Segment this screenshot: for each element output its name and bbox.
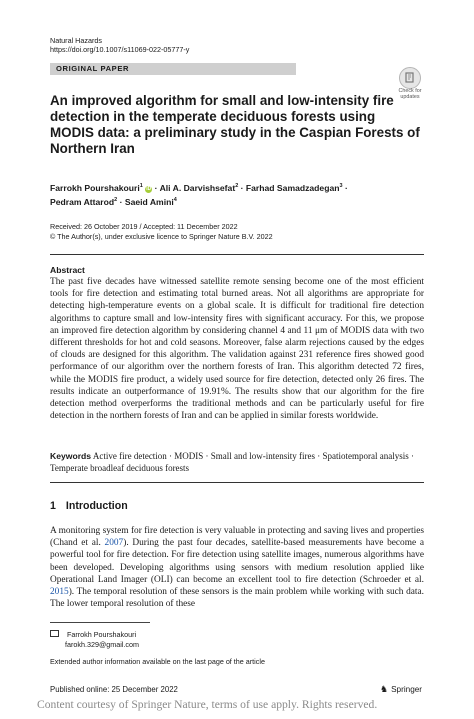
section-number: 1: [50, 500, 56, 512]
published-date: Published online: 25 December 2022: [50, 685, 178, 694]
author-affiliation: 3: [339, 183, 343, 189]
author-name[interactable]: Farhad Samadzadegan: [245, 182, 340, 193]
author-affiliation: 2: [114, 196, 118, 203]
section-title: Introduction: [65, 500, 128, 512]
keywords-text: Active fire detection · MODIS · Small and low-intensity fires · Spatiotemporal analysis · Temperate broadleaf deciduous forests: [50, 451, 415, 473]
publisher-logo: [380, 684, 422, 695]
author-name[interactable]: Farrokh Pourshakouri: [50, 182, 140, 193]
citation-author: Chand et al.: [53, 538, 105, 549]
abstract-top-rule: [50, 254, 424, 255]
corresponding-author: [50, 630, 136, 640]
corresponding-author-name: Farrokh Pourshakouri: [67, 630, 137, 639]
author-affiliation: 4: [173, 196, 177, 203]
copyright-line: © The Author(s), under exclusive licence to Springer Nature B.V. 2022: [50, 231, 273, 241]
abstract-heading: Abstract: [50, 265, 85, 275]
badge-line-2: updates: [400, 94, 420, 100]
doi-link[interactable]: https://doi.org/10.1007/s11069-022-05777-y: [50, 45, 190, 54]
received-accepted: Received: 26 October 2019 / Accepted: 11 December 2022: [50, 222, 238, 231]
courtesy-watermark: Content courtesy of Springer Nature, terms of use apply. Rights reserved.: [37, 698, 378, 711]
article-dates: [50, 222, 273, 241]
citation-author: Schroeder et al.: [362, 574, 424, 585]
author-affiliation: 1: [139, 183, 143, 189]
check-updates-icon: [399, 67, 421, 89]
orcid-icon[interactable]: iD: [146, 185, 152, 192]
introduction-text: [50, 525, 424, 610]
author-email[interactable]: farokh.329@gmail.com: [65, 640, 140, 649]
paragraph-segment: ). The temporal resolution of these sensors is the main problem while working with such data. The lower temporal resolution of these: [50, 587, 424, 610]
author-name[interactable]: Pedram Attarod: [50, 196, 115, 207]
abstract-bottom-rule: [50, 482, 424, 483]
article-type-label: ORIGINAL PAPER: [56, 64, 130, 73]
extended-author-info: Extended author information available on the last page of the article: [50, 657, 265, 666]
publisher-name: Springer: [391, 685, 423, 694]
journal-name: Natural Hazards: [50, 36, 102, 45]
author-name[interactable]: Ali A. Darvishsefat: [159, 182, 236, 193]
footnote-rule: [50, 622, 150, 623]
citation-link[interactable]: 2007: [104, 538, 124, 549]
author-name[interactable]: Saeid Amini: [124, 196, 174, 207]
abstract-text: The past five decades have witnessed satellite remote sensing become one of the most efficient tools for fire detection and estimating total burned areas. Not all algorithms are appropriate for detecting high-temperature events on a global scale. It is difficult for traditional fire detection algorithms to capture small and low-intensity fires with significant accuracy. For this, we propose an improved fire detection algorithm by considering channel 4 and 11 μm of MODIS data with two different thresholds for hot and cold seasons. Moreover, false alarm rejections caused by the edges of clouds are designed for this algorithm. The validation against 231 reference fires showed good performance of our algorithm over the northern forests of Iran. This algorithm detected 72 fires, while the MODIS fire product, a widely used source for fire detection, detected only 26 fires. The results indicate an outperformance of 19.91%. The results show that our algorithm for the fire detection method overperforms the traditional methods and can be particularly useful for fire detection in the northern forests of Iran and can be applied in similar forests worldwide.: [50, 277, 424, 422]
author-list: Farrokh Pourshakouri$^1$ iD · Ali A. Darvishsefat$^2$ · Farhad Samadzadegan$^3$ · Pedram Attarod$^2$ · Saeid Amini$^4$: [50, 182, 348, 207]
keywords-label: Keywords: [50, 451, 92, 461]
author-affiliation: 2: [235, 183, 239, 189]
keywords: [50, 450, 424, 474]
paper-title: An improved algorithm for small and low-intensity fire detection in the temperate deciduous forests using MODIS data: a preliminary study in the Caspian Forests of Northern Iran: [50, 93, 420, 156]
citation-link[interactable]: 2015: [50, 587, 69, 598]
paragraph-segment: A monitoring system for fire detection is very valuable in protecting and saving lives and properties (: [50, 526, 424, 549]
envelope-icon: [50, 630, 59, 637]
badge-line-1: Check for: [398, 88, 422, 94]
springer-horse-icon: ♞: [380, 684, 389, 694]
paragraph-segment: ). During the past four decades, satellite-based measurements have become a powerful tool for fire detection. For fire detection using satellite images, numerous algorithms have been developed. Developing algorithms using sensors with medium resolution applied like Operational Land Imager (OLI) can become an excellent tool to fire detection (: [50, 538, 424, 585]
section-heading: [50, 500, 128, 512]
